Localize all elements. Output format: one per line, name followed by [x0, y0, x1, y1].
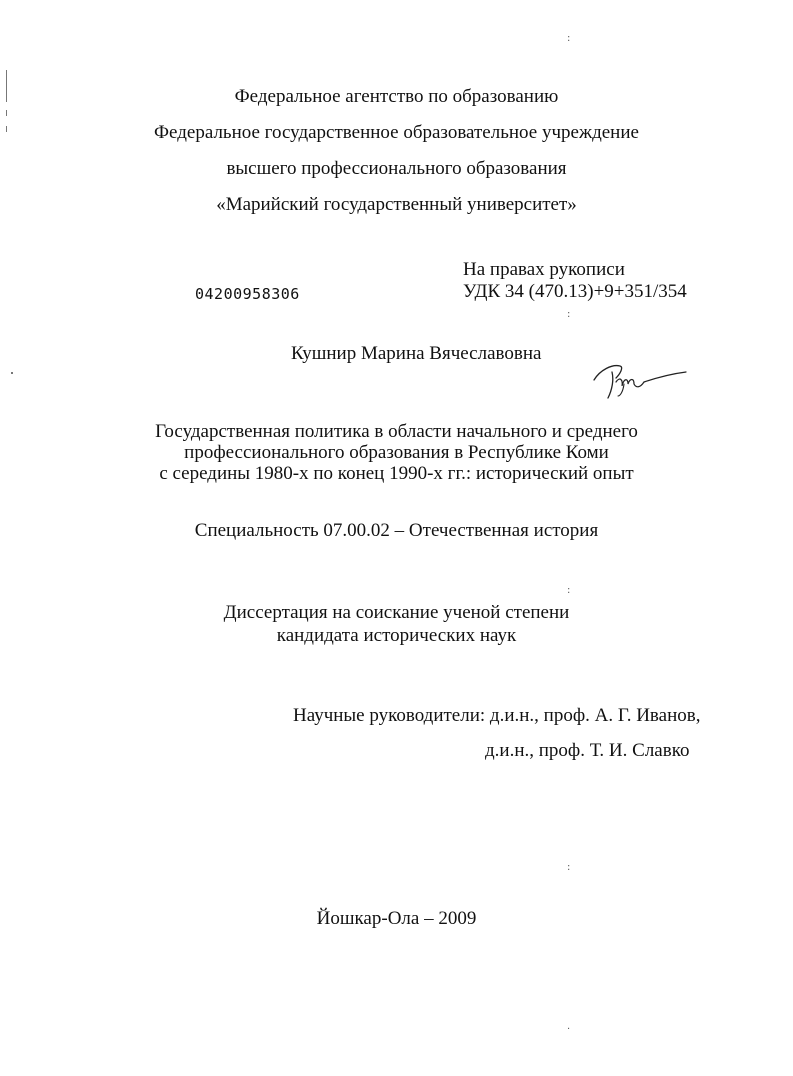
- specialty: Специальность 07.00.02 – Отечественная история: [194, 520, 599, 541]
- dissertation-degree-line-2: кандидата исторических наук: [276, 625, 517, 646]
- advisors-line-1: Научные руководители: д.и.н., проф. А. Г. Иванов,: [293, 705, 701, 726]
- archive-number: 04200958306: [195, 285, 300, 303]
- scan-speck: :: [567, 585, 571, 596]
- advisors-line-2: д.и.н., проф. Т. И. Славко: [485, 740, 690, 761]
- scan-speck: :: [567, 309, 571, 320]
- udc-code: УДК 34 (470.13)+9+351/354: [463, 281, 687, 302]
- dissertation-degree-line-1: Диссертация на соискание ученой степени: [223, 602, 570, 623]
- scan-edge-mark: [6, 110, 7, 116]
- signature: [590, 358, 690, 402]
- university-name: «Марийский государственный университет»: [216, 194, 577, 215]
- scan-speck: :: [567, 33, 571, 44]
- manuscript-rights: На правах рукописи: [463, 259, 625, 280]
- education-level: высшего профессионального образования: [226, 158, 567, 179]
- title-line-2: профессионального образования в Республике Коми: [184, 442, 609, 463]
- author-name: Кушнир Марина Вячеславовна: [291, 343, 542, 364]
- title-line-3: с середины 1980-х по конец 1990-х гг.: исторический опыт: [159, 463, 634, 484]
- scan-speck: :: [567, 862, 571, 873]
- place-and-year: Йошкар-Ола – 2009: [316, 908, 477, 929]
- institution-type: Федеральное государственное образовательное учреждение: [154, 122, 639, 143]
- agency-name: Федеральное агентство по образованию: [234, 86, 559, 107]
- scan-edge-mark: [11, 372, 13, 374]
- scan-speck: .: [567, 1021, 571, 1032]
- title-line-1: Государственная политика в области начального и среднего: [155, 421, 638, 442]
